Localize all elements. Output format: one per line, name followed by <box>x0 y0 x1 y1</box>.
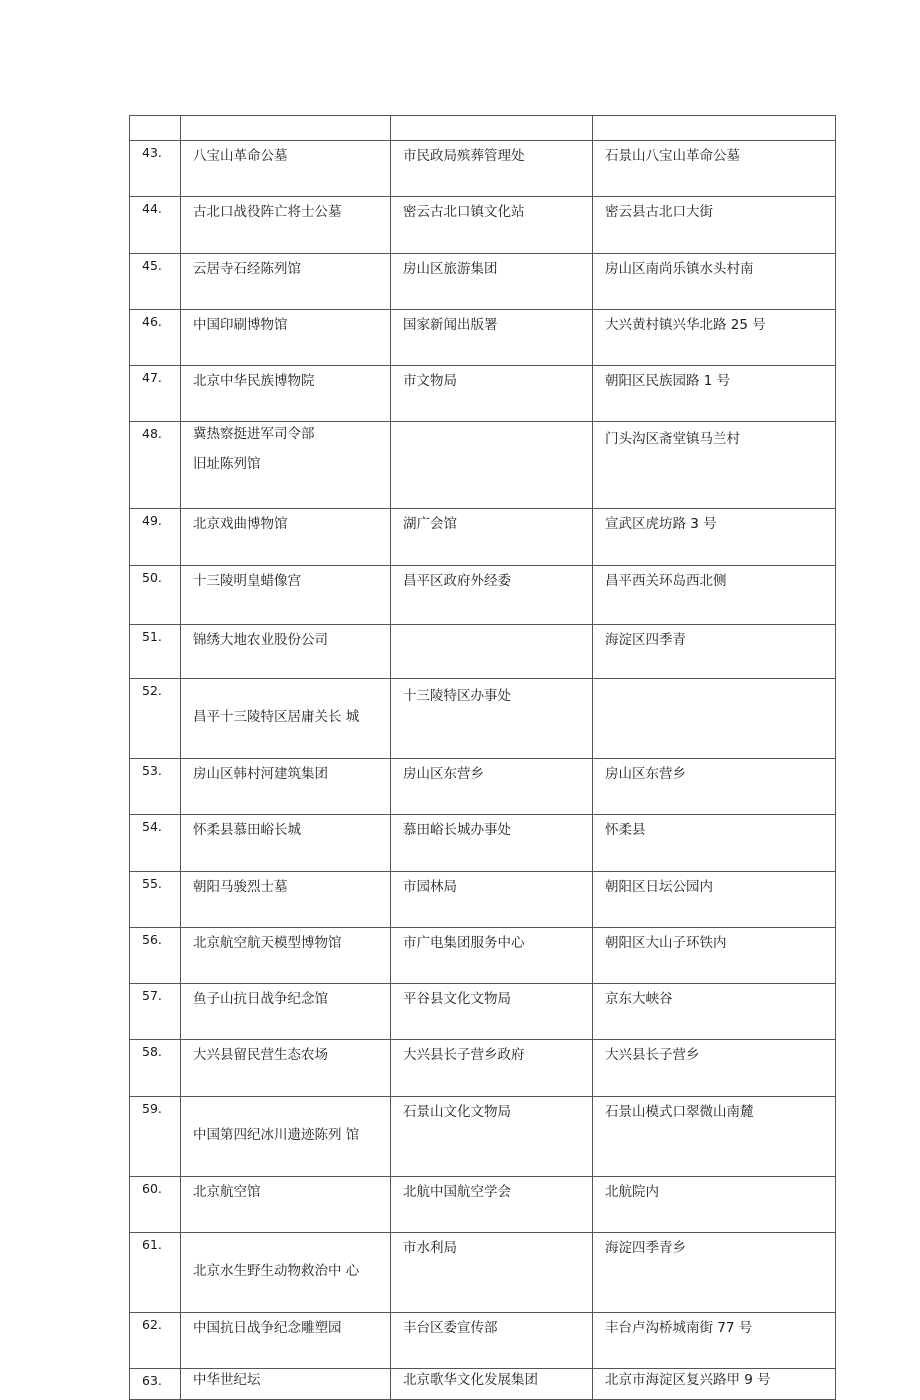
row-number: 45. <box>142 258 162 273</box>
header-cell <box>181 116 391 141</box>
site-name-cell <box>181 1097 391 1177</box>
row-number: 46. <box>142 314 162 329</box>
table-row <box>130 815 836 872</box>
site-name: 昌平十三陵特区居庸关长 城 <box>193 709 360 725</box>
site-address: 昌平西关环岛西北侧 <box>605 573 727 589</box>
row-number-cell <box>130 984 181 1040</box>
managing-org-cell <box>391 1233 593 1313</box>
row-number: 50. <box>142 570 162 585</box>
site-address-cell <box>593 625 836 679</box>
table-row <box>130 679 836 759</box>
row-number: 62. <box>142 1317 162 1332</box>
row-number: 58. <box>142 1044 162 1059</box>
row-number-cell <box>130 928 181 984</box>
managing-org-cell <box>391 928 593 984</box>
table-header-row <box>130 116 836 141</box>
site-name-cell <box>181 141 391 197</box>
table-row <box>130 197 836 254</box>
site-name-cell <box>181 310 391 366</box>
managing-org-cell <box>391 759 593 815</box>
table-row <box>130 1177 836 1233</box>
site-name-cell <box>181 679 391 759</box>
managing-org: 平谷县文化文物局 <box>403 991 511 1007</box>
site-address: 怀柔县 <box>605 822 646 838</box>
managing-org: 北航中国航空学会 <box>403 1184 511 1200</box>
site-address-cell <box>593 984 836 1040</box>
table-row <box>130 366 836 422</box>
site-name-line-2: 旧址陈列馆 <box>193 456 261 472</box>
table-row <box>130 1313 836 1369</box>
managing-org: 市园林局 <box>403 879 457 895</box>
site-address-cell <box>593 422 836 509</box>
row-number: 60. <box>142 1181 162 1196</box>
site-address: 朝阳区日坛公园内 <box>605 879 713 895</box>
managing-org: 慕田峪长城办事处 <box>403 822 511 838</box>
managing-org: 石景山文化文物局 <box>403 1104 511 1120</box>
row-number: 57. <box>142 988 162 1003</box>
managing-org-cell <box>391 566 593 625</box>
site-address: 大兴县长子营乡 <box>605 1047 700 1063</box>
row-number: 48. <box>142 426 162 441</box>
row-number-cell <box>130 197 181 254</box>
row-number-cell <box>130 509 181 566</box>
row-number-cell <box>130 310 181 366</box>
row-number: 61. <box>142 1237 162 1252</box>
site-name-cell <box>181 1233 391 1313</box>
site-name: 中国第四纪冰川遗迹陈列 馆 <box>193 1127 360 1143</box>
site-address-cell <box>593 310 836 366</box>
site-name-cell <box>181 254 391 310</box>
site-name: 朝阳马骏烈士墓 <box>193 879 288 895</box>
managing-org-cell <box>391 815 593 872</box>
site-name: 鱼子山抗日战争纪念馆 <box>193 991 328 1007</box>
table-row <box>130 1369 836 1400</box>
site-address: 丰台卢沟桥城南街 77 号 <box>605 1320 753 1336</box>
site-address: 海淀四季青乡 <box>605 1240 686 1256</box>
row-number: 52. <box>142 683 162 698</box>
site-name-cell <box>181 566 391 625</box>
site-address-cell <box>593 509 836 566</box>
site-address: 朝阳区民族园路 1 号 <box>605 373 731 389</box>
header-cell <box>391 116 593 141</box>
site-address-cell <box>593 1233 836 1313</box>
site-name: 房山区韩村河建筑集团 <box>193 766 328 782</box>
site-address-cell <box>593 254 836 310</box>
site-address-cell <box>593 366 836 422</box>
site-address: 朝阳区大山子环铁内 <box>605 935 727 951</box>
site-name: 怀柔县慕田峪长城 <box>193 822 301 838</box>
managing-org: 房山区旅游集团 <box>403 261 498 277</box>
site-address-cell <box>593 815 836 872</box>
site-name-cell <box>181 366 391 422</box>
managing-org: 大兴县长子营乡政府 <box>403 1047 525 1063</box>
managing-org-cell <box>391 422 593 509</box>
row-number-cell <box>130 1097 181 1177</box>
table-row <box>130 759 836 815</box>
site-name: 中国抗日战争纪念雕塑园 <box>193 1320 342 1336</box>
site-address-cell <box>593 759 836 815</box>
site-name-cell <box>181 1177 391 1233</box>
site-address: 海淀区四季青 <box>605 632 686 648</box>
site-address: 房山区南尚乐镇水头村南 <box>605 261 754 277</box>
table-row <box>130 625 836 679</box>
site-name-cell <box>181 759 391 815</box>
site-address-cell <box>593 1097 836 1177</box>
site-name: 十三陵明皇蜡像宫 <box>193 573 301 589</box>
row-number-cell <box>130 1040 181 1097</box>
row-number: 44. <box>142 201 162 216</box>
site-name-cell <box>181 509 391 566</box>
table-row <box>130 1040 836 1097</box>
row-number: 54. <box>142 819 162 834</box>
managing-org-cell <box>391 1097 593 1177</box>
managing-org-cell <box>391 254 593 310</box>
site-address: 大兴黄村镇兴华北路 25 号 <box>605 317 766 333</box>
site-name-cell <box>181 872 391 928</box>
row-number-cell <box>130 1313 181 1369</box>
managing-org: 市水利局 <box>403 1240 457 1256</box>
site-address-cell <box>593 1040 836 1097</box>
site-name-cell <box>181 422 391 509</box>
site-address: 门头沟区斋堂镇马兰村 <box>605 431 740 447</box>
managing-org-cell <box>391 1313 593 1369</box>
row-number-cell <box>130 366 181 422</box>
row-number: 55. <box>142 876 162 891</box>
site-name: 云居寺石经陈列馆 <box>193 261 301 277</box>
row-number-cell <box>130 1369 181 1400</box>
managing-org: 丰台区委宣传部 <box>403 1320 498 1336</box>
row-number: 56. <box>142 932 162 947</box>
row-number-cell <box>130 254 181 310</box>
row-number: 51. <box>142 629 162 644</box>
site-name: 八宝山革命公墓 <box>193 148 288 164</box>
row-number-cell <box>130 815 181 872</box>
site-name-cell <box>181 984 391 1040</box>
site-name-cell <box>181 928 391 984</box>
row-number-cell <box>130 625 181 679</box>
managing-org: 国家新闻出版署 <box>403 317 498 333</box>
site-address: 京东大峡谷 <box>605 991 673 1007</box>
site-address-cell <box>593 679 836 759</box>
site-name-cell <box>181 197 391 254</box>
site-address-cell <box>593 566 836 625</box>
site-name: 北京航空馆 <box>193 1184 261 1200</box>
table-row <box>130 1233 836 1313</box>
table-row <box>130 872 836 928</box>
managing-org: 房山区东营乡 <box>403 766 484 782</box>
managing-org-cell <box>391 509 593 566</box>
managing-org: 市广电集团服务中心 <box>403 935 525 951</box>
row-number: 59. <box>142 1101 162 1116</box>
site-name: 中华世纪坛 <box>193 1372 261 1388</box>
managing-org-cell <box>391 984 593 1040</box>
site-address: 北京市海淀区复兴路甲 9 号 <box>605 1372 771 1388</box>
row-number-cell <box>130 422 181 509</box>
site-address: 宣武区虎坊路 3 号 <box>605 516 717 532</box>
row-number: 63. <box>142 1373 162 1388</box>
site-address-cell <box>593 141 836 197</box>
site-name: 北京航空航天模型博物馆 <box>193 935 342 951</box>
table-row <box>130 984 836 1040</box>
managing-org-cell <box>391 310 593 366</box>
site-address: 石景山模式口翠微山南麓 <box>605 1104 754 1120</box>
row-number-cell <box>130 759 181 815</box>
site-name: 北京水生野生动物救治中 心 <box>193 1263 360 1279</box>
site-address-cell <box>593 197 836 254</box>
site-name: 北京戏曲博物馆 <box>193 516 288 532</box>
row-number-cell <box>130 679 181 759</box>
managing-org-cell <box>391 366 593 422</box>
site-address-cell <box>593 1313 836 1369</box>
site-address: 房山区东营乡 <box>605 766 686 782</box>
table-row <box>130 509 836 566</box>
table-row <box>130 1097 836 1177</box>
site-address-cell <box>593 928 836 984</box>
row-number-cell <box>130 872 181 928</box>
header-cell <box>593 116 836 141</box>
site-name: 冀热察挺进军司令部 <box>193 426 315 442</box>
site-name: 古北口战役阵亡将士公墓 <box>193 204 342 220</box>
site-name-cell <box>181 815 391 872</box>
table-row <box>130 310 836 366</box>
row-number: 53. <box>142 763 162 778</box>
table-row <box>130 566 836 625</box>
site-name: 锦绣大地农业股份公司 <box>193 632 328 648</box>
row-number: 49. <box>142 513 162 528</box>
managing-org: 湖广会馆 <box>403 516 457 532</box>
site-address-cell <box>593 1369 836 1400</box>
site-name: 中国印刷博物馆 <box>193 317 288 333</box>
managing-org: 北京歌华文化发展集团 <box>403 1372 538 1388</box>
managing-org-cell <box>391 1177 593 1233</box>
site-name-cell <box>181 625 391 679</box>
table-row <box>130 141 836 197</box>
table-row <box>130 254 836 310</box>
header-cell <box>130 116 181 141</box>
row-number: 43. <box>142 145 162 160</box>
museum-table <box>129 115 836 1400</box>
managing-org-cell <box>391 1040 593 1097</box>
site-address-cell <box>593 1177 836 1233</box>
managing-org-cell <box>391 625 593 679</box>
site-name-cell <box>181 1313 391 1369</box>
site-address-cell <box>593 872 836 928</box>
site-name-cell <box>181 1369 391 1400</box>
row-number-cell <box>130 1233 181 1313</box>
managing-org-cell <box>391 679 593 759</box>
managing-org: 密云古北口镇文化站 <box>403 204 525 220</box>
site-name: 大兴县留民营生态农场 <box>193 1047 328 1063</box>
managing-org: 十三陵特区办事处 <box>403 688 511 704</box>
row-number-cell <box>130 141 181 197</box>
managing-org-cell <box>391 197 593 254</box>
table-row <box>130 928 836 984</box>
site-name-cell <box>181 1040 391 1097</box>
managing-org-cell <box>391 872 593 928</box>
managing-org: 昌平区政府外经委 <box>403 573 511 589</box>
site-name: 北京中华民族博物院 <box>193 373 315 389</box>
managing-org-cell <box>391 1369 593 1400</box>
row-number-cell <box>130 1177 181 1233</box>
managing-org: 市民政局殡葬管理处 <box>403 148 525 164</box>
site-address: 北航院内 <box>605 1184 659 1200</box>
row-number-cell <box>130 566 181 625</box>
table-row <box>130 422 836 509</box>
managing-org: 市文物局 <box>403 373 457 389</box>
row-number: 47. <box>142 370 162 385</box>
managing-org-cell <box>391 141 593 197</box>
site-address: 石景山八宝山革命公墓 <box>605 148 740 164</box>
site-address: 密云县古北口大街 <box>605 204 713 220</box>
